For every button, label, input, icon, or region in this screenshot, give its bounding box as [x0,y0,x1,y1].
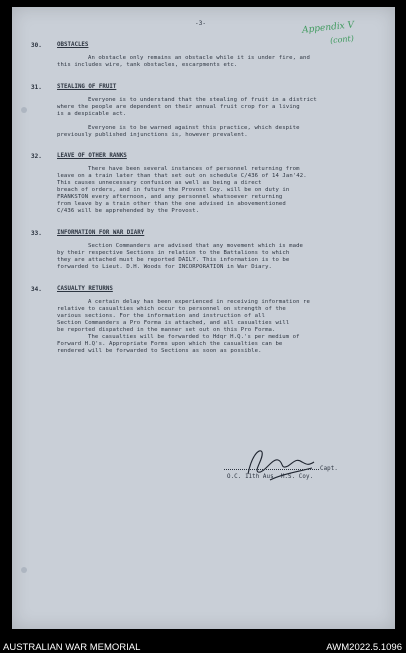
paragraph-line: by their respective Sections in relation to the Battalions to which [57,250,290,256]
section-title: INFORMATION FOR WAR DIARY [57,230,145,236]
paragraph-line: This causes unnecessary confusion as well as being a direct [57,180,262,186]
section-number: 32. [31,153,42,160]
paragraph-line: leave on a train later than that set out on schedule C/436 of 14 Jan'42. [57,173,307,179]
paragraph-line: they are attached must be reported DAILY. This information is to be [57,257,290,263]
archive-footer [0,632,406,653]
signatory-title: O.C. 11th Aus. M.S. Coy. [227,474,314,480]
paragraph-line: Everyone is to be warned against this practice, which despite [88,125,300,131]
page-number: -3- [195,20,207,27]
document-page [12,7,395,629]
paragraph-line: There have been several instances of personnel returning from [88,166,300,172]
paragraph-line: this includes wire, tank obstacles, escarpments etc. [57,62,238,68]
paragraph-line: is a despicable act. [57,111,127,117]
paragraph-line: forwarded to Lieut. D.H. Woods for INCORPORATION in War Diary. [57,264,272,270]
paragraph-line: C/436 will be apprehended by the Provost. [57,208,200,214]
paragraph-line: rendered will be forwarded to Sections as soon as possible. [57,348,262,354]
signature-line [224,469,319,470]
paragraph-line: Section Commanders are advised that any movement which is made [88,243,303,249]
paragraph-line: An obstacle only remains an obstacle while it is under fire, and [88,55,310,61]
signatory-rank: Capt. [320,466,338,472]
paragraph-line: previously published injunctions is, however prevalent. [57,132,248,138]
paragraph-line: A certain delay has been experienced in receiving information re [88,299,310,305]
paragraph-line: FRANKSTON every afternoon, and any personnel whatsoever returning [57,194,283,200]
section-number: 33. [31,230,42,237]
paragraph-line: from leave by a train other than the one advised in abovementioned [57,201,286,207]
section-number: 31. [31,84,42,91]
handwritten-annotation: Appendix V [301,20,355,36]
section-title: OBSTACLES [57,42,89,48]
paragraph-line: be reported dispatched in the manner set out on this Pro Forma. [57,327,276,333]
section-number: 34. [31,286,42,293]
punch-hole [21,567,27,573]
paragraph-line: where the people are dependent on their annual fruit crop for a living [57,104,300,110]
paragraph-line: breach of orders, and in future the Provost Coy. will be on duty in [57,187,290,193]
footer-accession-number: AWM2022.5.1096 [326,642,402,653]
paragraph-line: Everyone is to understand that the stealing of fruit in a district [88,97,317,103]
paragraph-line: relative to casualties which occur to personnel on strength of the [57,306,286,312]
section-title: CASUALTY RETURNS [57,286,113,292]
paragraph-line: Forward H.Q's. Appropriate Forms upon which the casualties can be [57,341,283,347]
section-title: LEAVE OF OTHER RANKS [57,153,127,159]
punch-hole [21,107,27,113]
paragraph-line: The casualties will be forwarded to Hdqr H.Q.'s per medium of [88,334,300,340]
paragraph-line: various sections. For the information and instruction of all [57,313,266,319]
handwritten-annotation-cont: (cont) [329,33,355,46]
section-title: STEALING OF FRUIT [57,84,117,90]
footer-institution: AUSTRALIAN WAR MEMORIAL [3,642,141,653]
paragraph-line: Section Commanders a Pro Forma is attached, and all casualties will [57,320,290,326]
section-number: 30. [31,42,42,49]
